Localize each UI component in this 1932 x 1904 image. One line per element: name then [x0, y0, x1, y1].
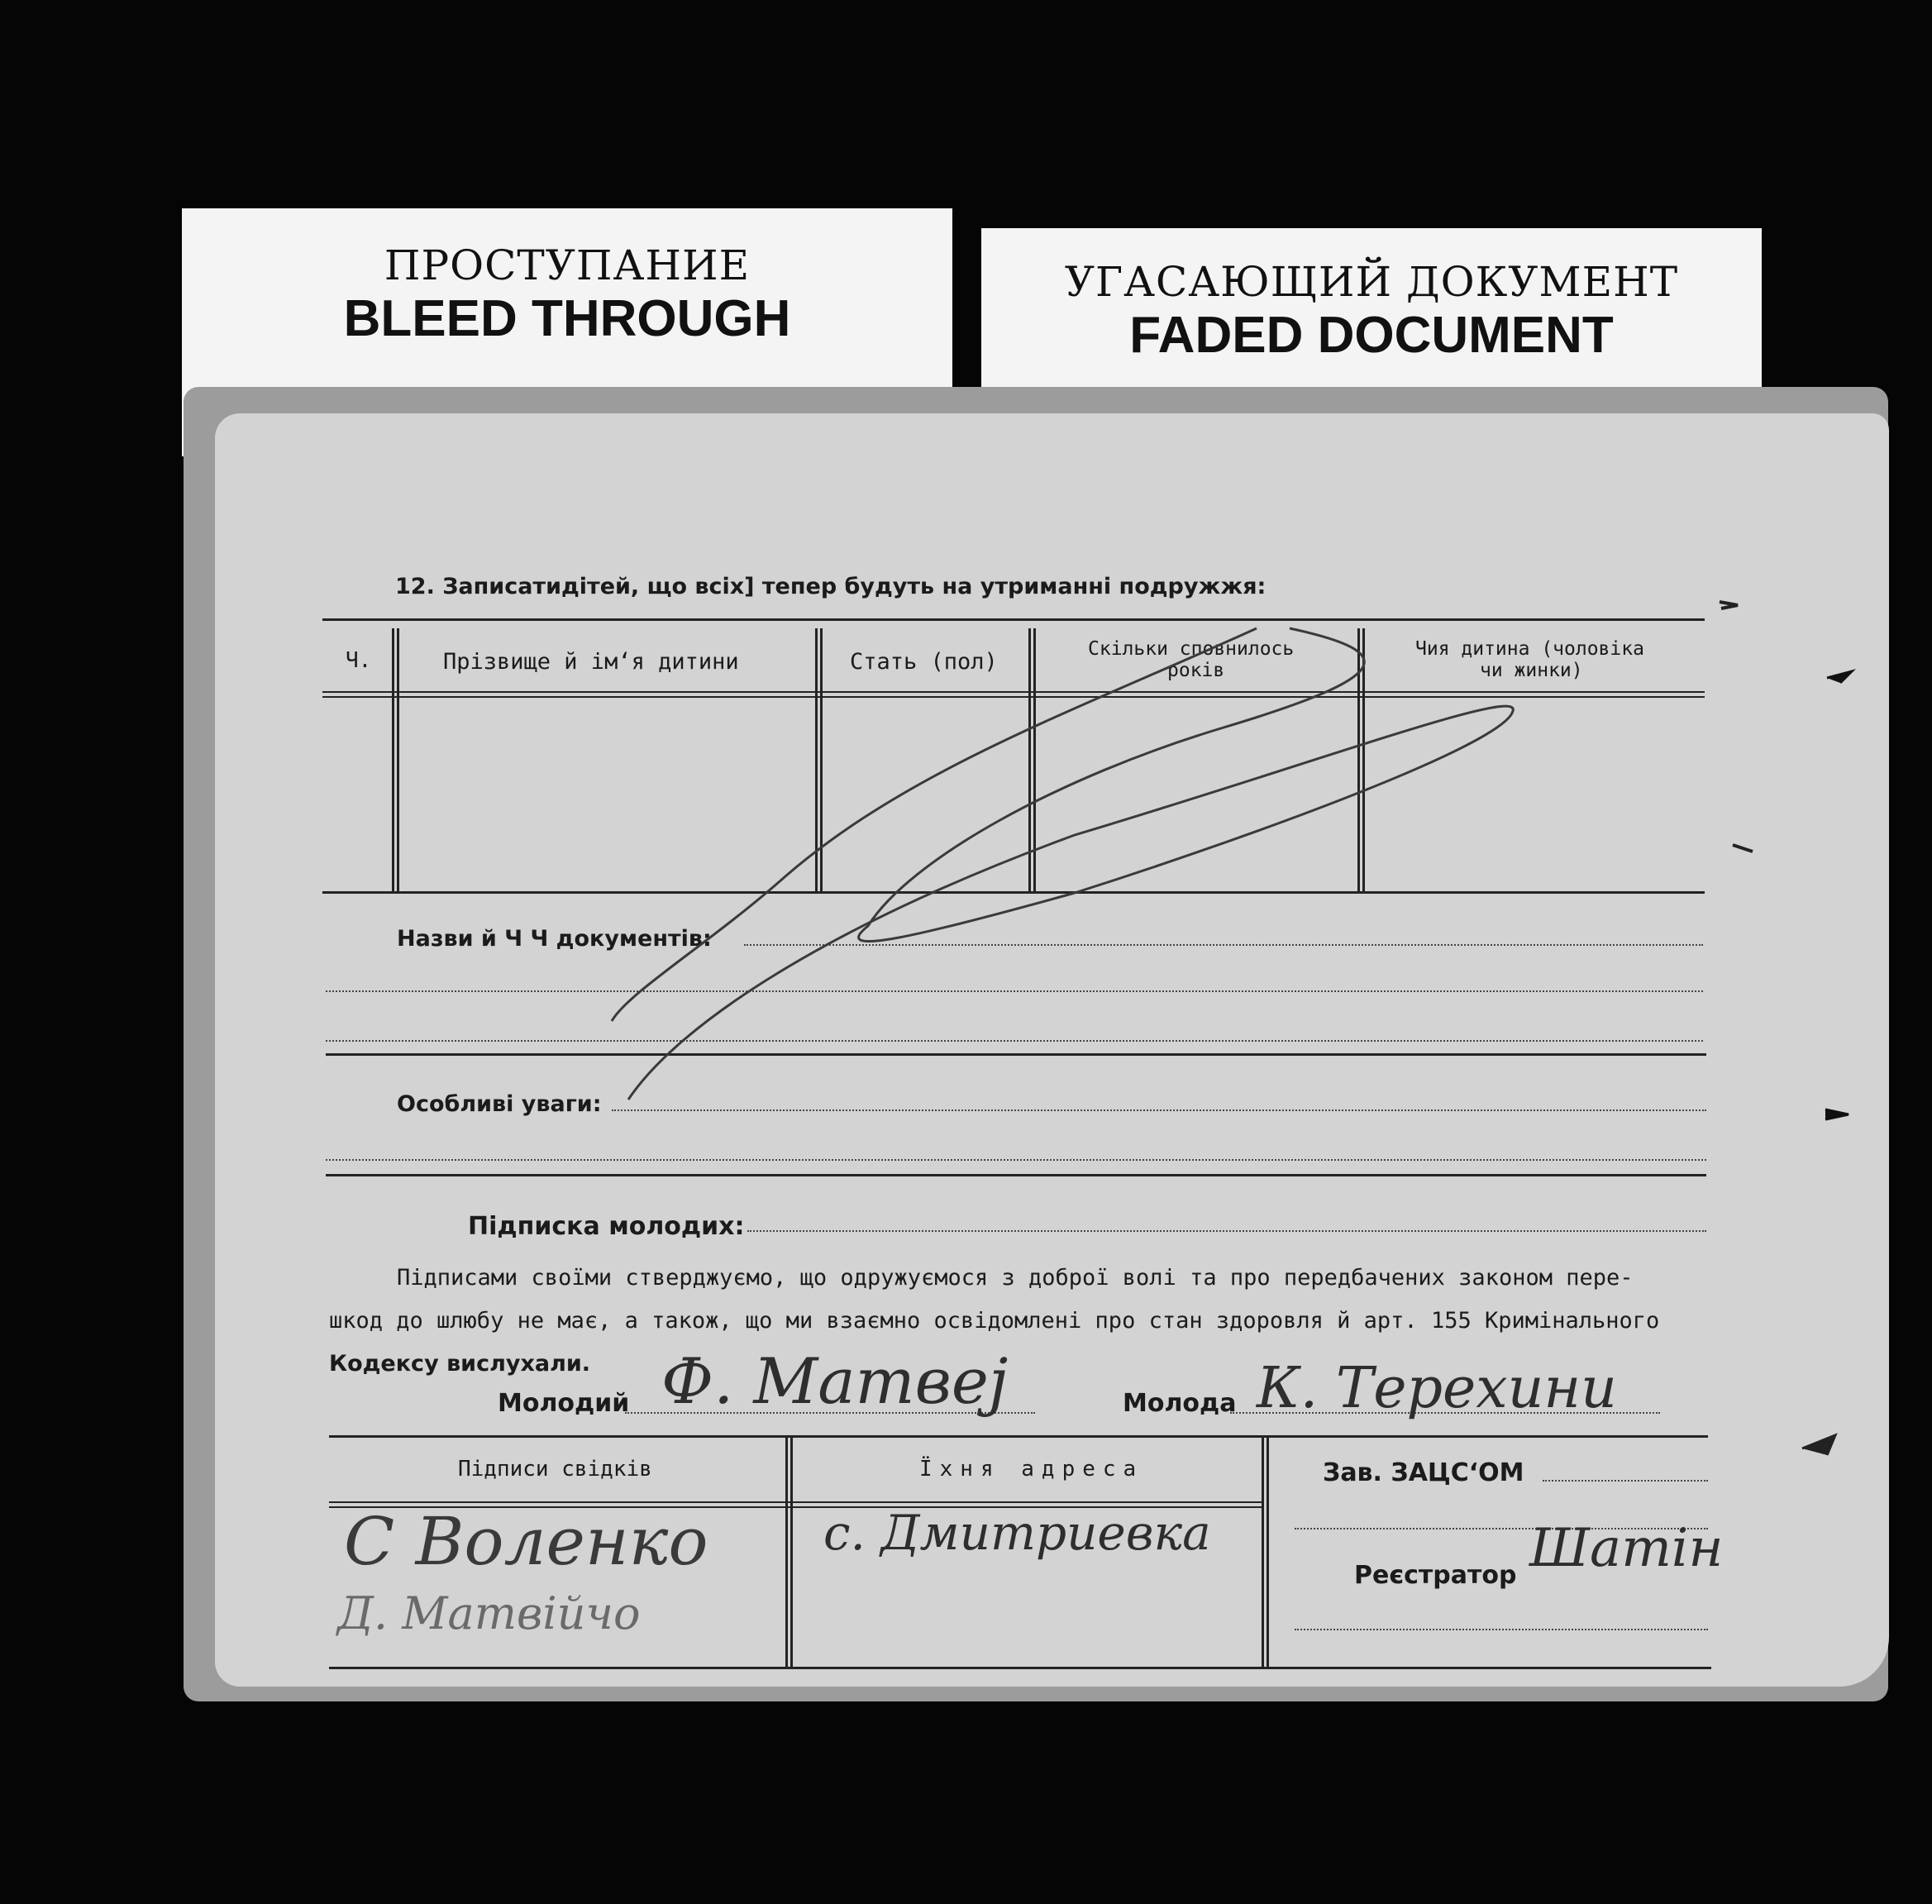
faded-document-label-en: FADED DOCUMENT [1129, 307, 1614, 364]
witness-1-signature: С Воленко [344, 1503, 708, 1580]
declaration-line-1: Підписами своїми стверджуємо, що одружуємося з доброї волі та про передбачених законом пере- [397, 1265, 1634, 1291]
declaration-line-3: Кодексу вислухали. [329, 1351, 591, 1377]
col-header-whose-line1: Чия дитина (чоловіка [1415, 638, 1644, 660]
witnesses-heading: Підписи свідків [458, 1457, 652, 1482]
registry-head-label: Зав. ЗАЦС‘ОМ [1323, 1458, 1524, 1487]
section-12-heading: 12. Записатидітей, що всіх] тепер будуть на утриманні подружжя: [395, 574, 1267, 599]
bride-label: Молода [1123, 1389, 1237, 1418]
groom-label: Молодий [498, 1389, 630, 1418]
documents-label: Назви й Ч Ч документів: [397, 926, 712, 952]
address-heading: Ïхня адреса [919, 1457, 1144, 1482]
bride-signature: К. Терехини [1257, 1356, 1617, 1421]
signature-heading: Підписка молодих: [468, 1212, 745, 1241]
groom-signature: Ф. Матвеј [661, 1344, 1009, 1418]
col-header-age-line1: Скільки сповнилось [1088, 638, 1295, 660]
col-header-number: Ч. [346, 648, 372, 673]
witness-address: с. Дмитриевка [823, 1505, 1211, 1561]
registrar-label: Реєстратор [1354, 1561, 1517, 1590]
bleed-through-label-en: BLEED THROUGH [343, 290, 791, 347]
faded-document-label-ru: УГАСАЮЩИЙ ДОКУМЕНТ [1064, 258, 1679, 306]
col-header-age-line2: років [1167, 660, 1225, 681]
declaration-line-2: шкод до шлюбу не має, а також, що ми взаємно освідомлені про стан здоровля й арт. 155 Кримінального [329, 1308, 1660, 1334]
registrar-signature: Шатін [1529, 1518, 1724, 1579]
col-header-sex: Стать (пол) [850, 649, 998, 675]
col-header-child-name: Прізвище й ім‘я дитини [443, 649, 739, 675]
witness-2-signature: Д. Матвійчо [337, 1587, 641, 1639]
remarks-label: Особливі уваги: [397, 1091, 602, 1117]
bleed-through-label-ru: ПРОСТУПАНИЕ [384, 241, 751, 289]
col-header-whose-line2: чи жинки) [1480, 660, 1583, 681]
